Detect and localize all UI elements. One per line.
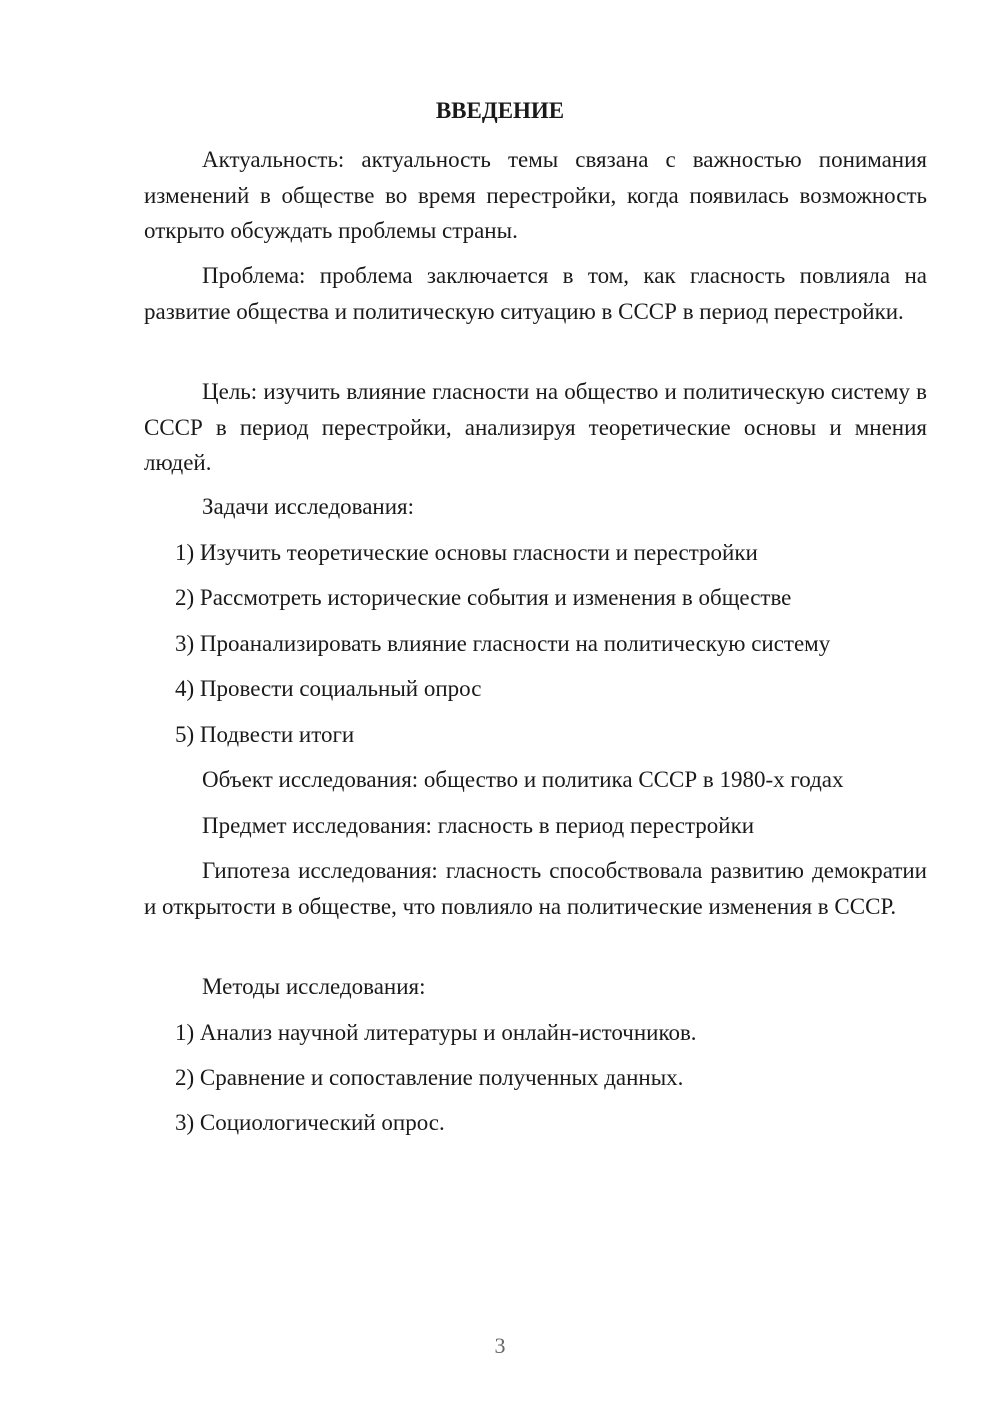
actuality-paragraph: Актуальность: актуальность темы связана с важностью понимания изменений в обществе во время перестройки, когда появилась возможность открыто обсуждать проблемы страны. xyxy=(144,147,927,243)
task-item: 2) Рассмотреть исторические события и изменения в обществе xyxy=(175,585,792,610)
task-item: 4) Провести социальный опрос xyxy=(175,676,482,701)
page-title: ВВЕДЕНИЕ xyxy=(435,98,565,123)
goal-paragraph: Цель: изучить влияние гласности на общество и политическую систему в СССР в период перестройки, анализируя теоретические основы и мнения людей. xyxy=(144,379,927,475)
hypothesis-paragraph: Гипотеза исследования: гласность способствовала развитию демократии и открытости в обществе, что повлияло на политические изменения в СССР. xyxy=(144,858,927,919)
task-item: 1) Изучить теоретические основы гласности и перестройки xyxy=(175,540,758,565)
page-number: 3 xyxy=(494,1333,506,1358)
method-item: 1) Анализ научной литературы и онлайн-источников. xyxy=(175,1020,697,1045)
methods-heading: Методы исследования: xyxy=(202,974,426,999)
tasks-heading: Задачи исследования: xyxy=(202,494,415,519)
research-subject: Предмет исследования: гласность в период перестройки xyxy=(202,813,755,838)
task-item: 5) Подвести итоги xyxy=(175,722,355,747)
method-item: 3) Социологический опрос. xyxy=(175,1110,445,1135)
method-item: 2) Сравнение и сопоставление полученных данных. xyxy=(175,1065,684,1090)
research-object: Объект исследования: общество и политика СССР в 1980-х годах xyxy=(202,767,844,792)
task-item: 3) Проанализировать влияние гласности на политическую систему xyxy=(175,631,831,656)
problem-paragraph: Проблема: проблема заключается в том, как гласность повлияла на развитие общества и политическую ситуацию в СССР в период перестройки. xyxy=(144,263,927,324)
